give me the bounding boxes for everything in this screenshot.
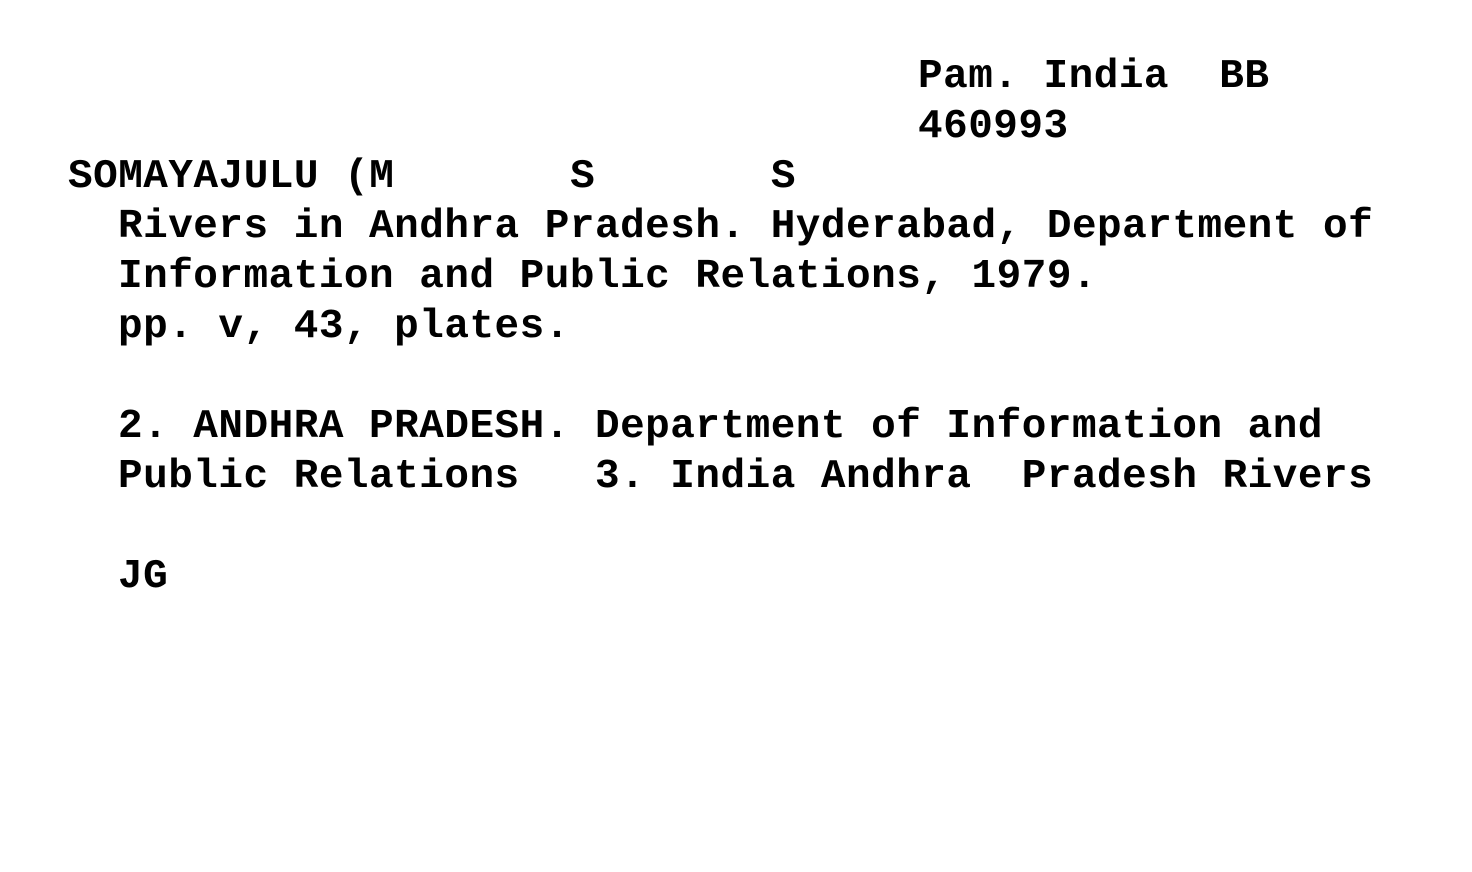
cataloger-initials: JG [118,554,169,600]
tracing-line-1: 2. ANDHRA PRADESH. Department of Information and [118,404,1323,450]
tracing-line-2: Public Relations 3. India Andhra Pradesh Rivers [118,454,1374,500]
title-line: Rivers in Andhra Pradesh. Hyderabad, Department of [118,204,1374,250]
imprint-line: Information and Public Relations, 1979. [118,254,1098,300]
call-number-line-1: Pam. India BB [918,54,1270,100]
author-heading: SOMAYAJULU (M S S [68,154,797,200]
collation-line: pp. v, 43, plates. [118,304,570,350]
call-number-line-2: 460993 [918,104,1069,150]
